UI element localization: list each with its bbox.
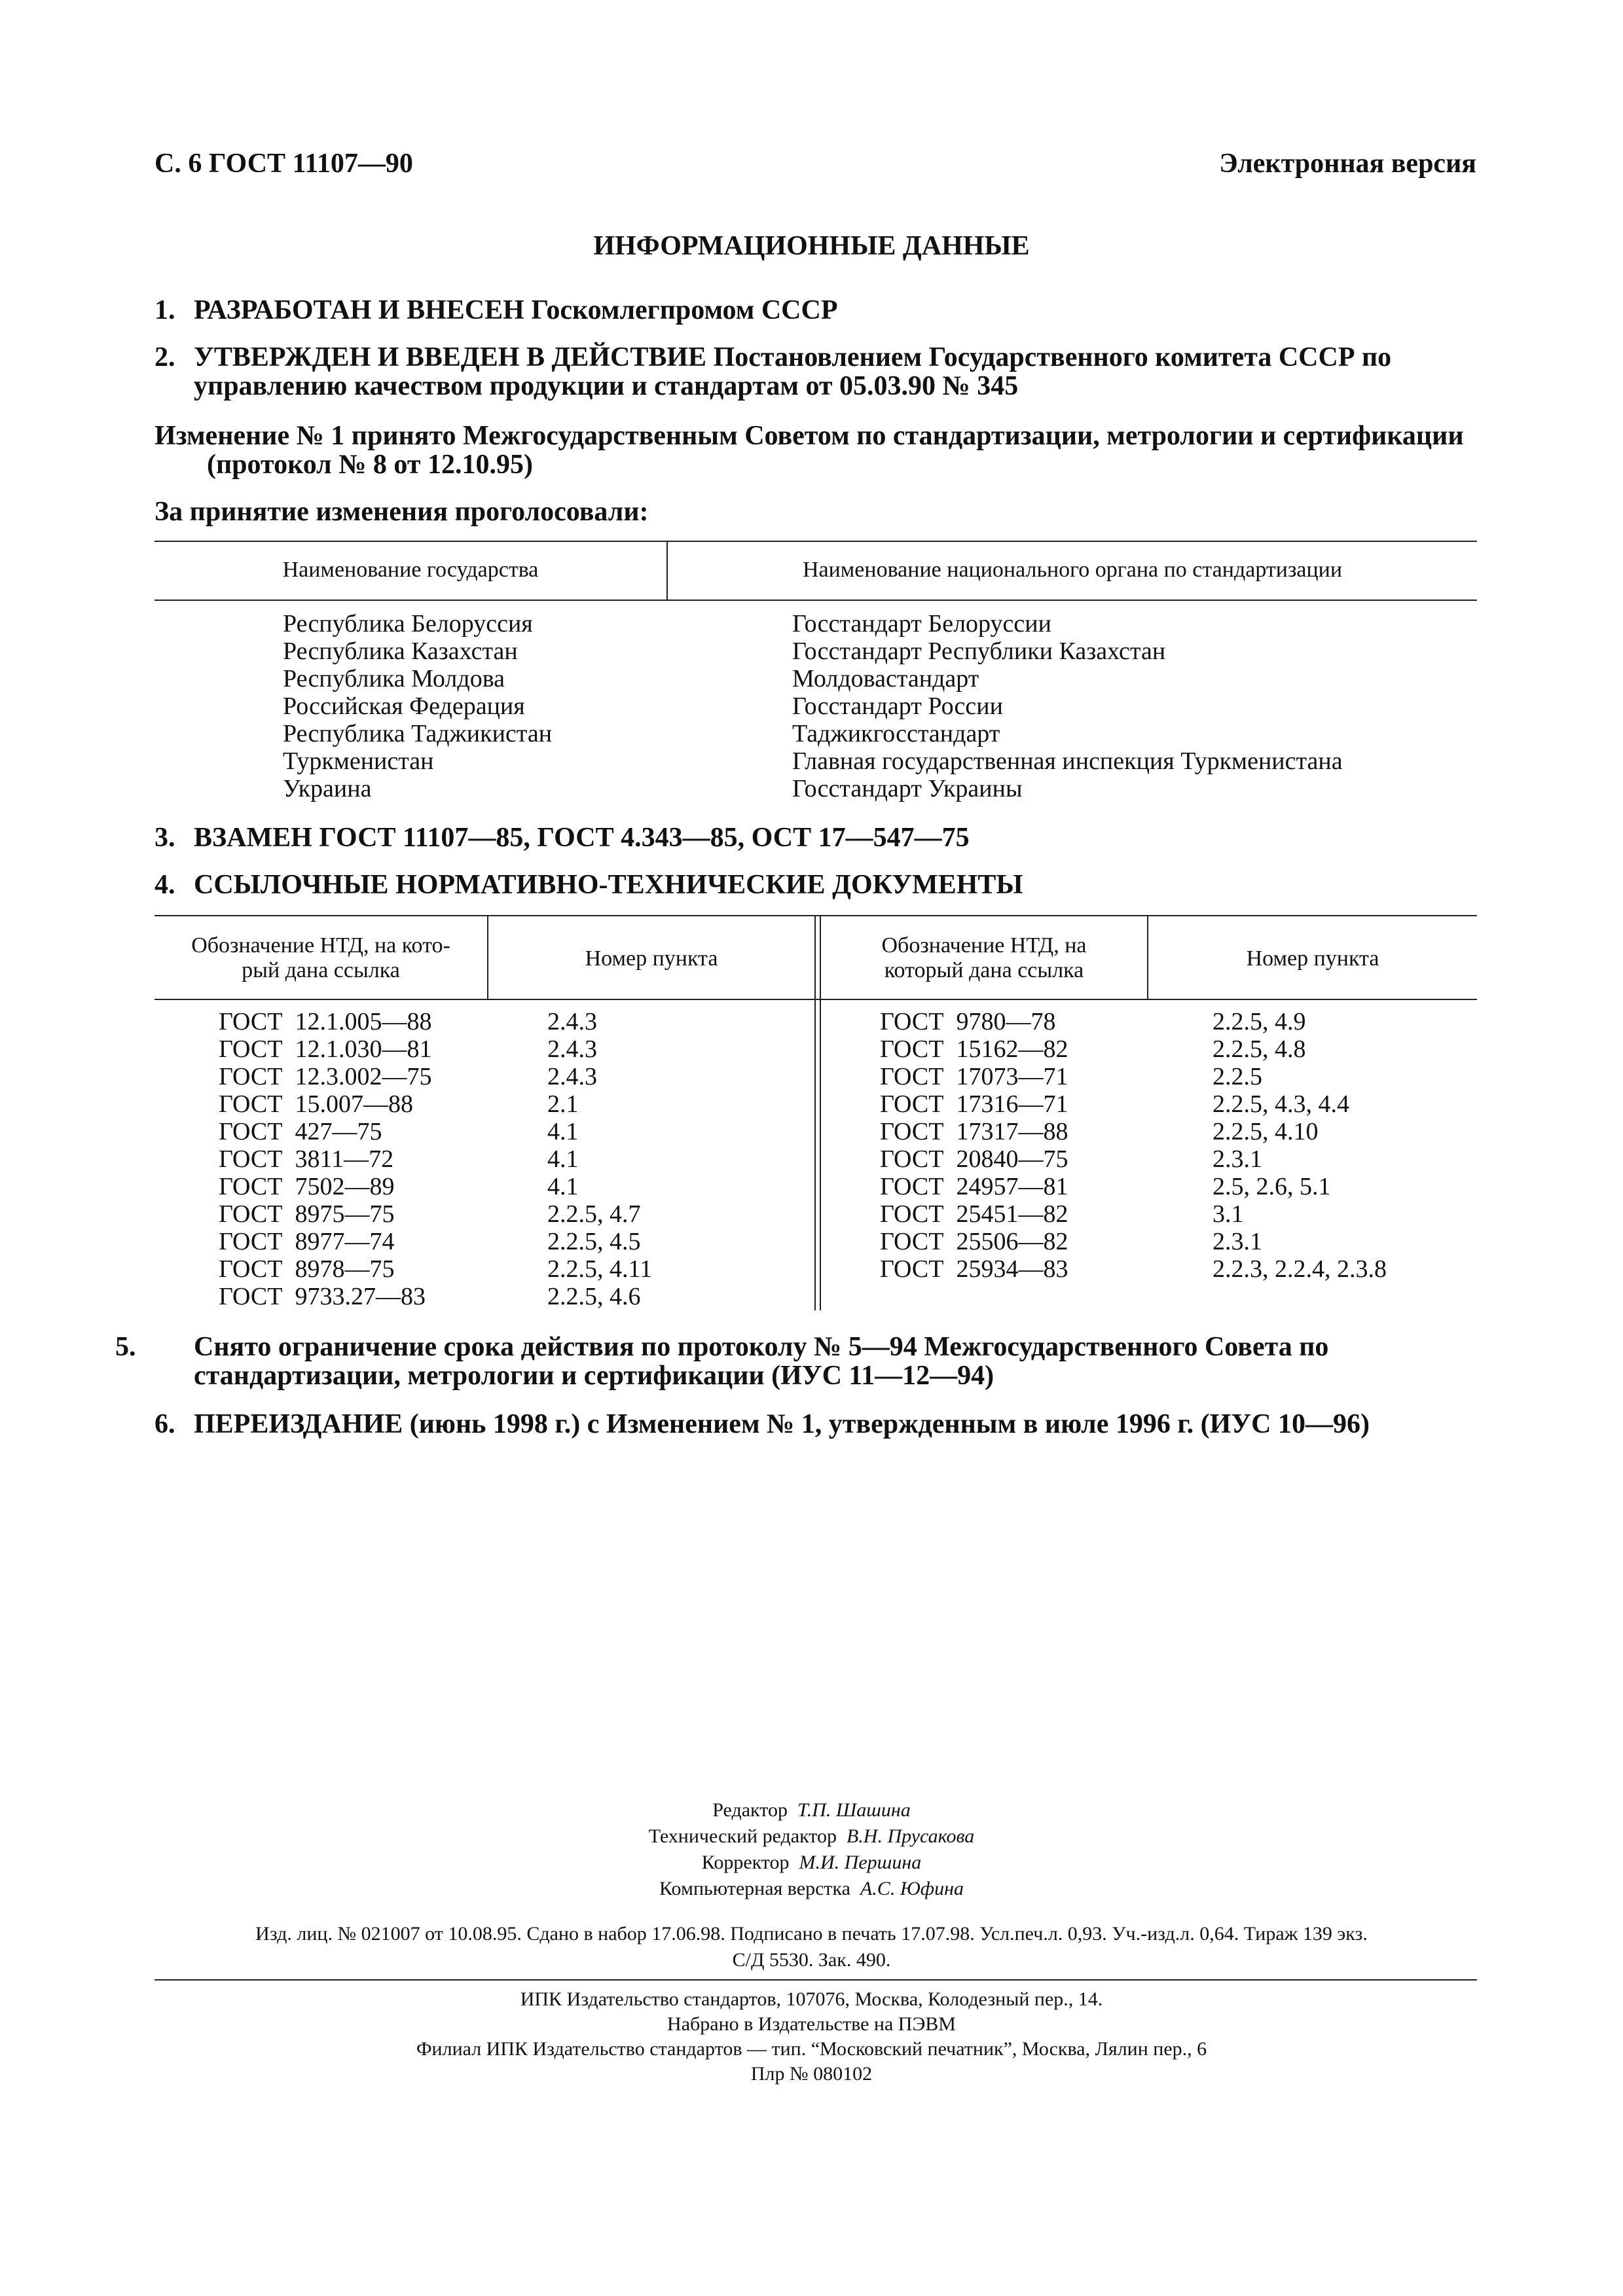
ref-item: 2.2.5, 4.7: [547, 1200, 641, 1228]
ref-item: 2.2.3, 2.2.4, 2.3.8: [1213, 1255, 1387, 1283]
credit-tech-editor: Технический редактор В.Н. Прусакова: [648, 1825, 975, 1847]
organ-row: Госстандарт Украины: [792, 775, 1023, 802]
ref-doc: ГОСТ 17316—71: [880, 1090, 1068, 1118]
organ-row: Молдовастандарт: [792, 665, 979, 692]
ref-doc: ГОСТ 427—75: [219, 1118, 382, 1145]
ref-item: 2.3.1: [1213, 1228, 1262, 1255]
states-list: [283, 610, 552, 802]
imprint-line-3: ИПК Издательство стандартов, 107076, Москва, Колодезный пер., 14.: [520, 1988, 1103, 2010]
refs-header-doc-right: Обозначение НТД, на который дана ссылка: [881, 933, 1087, 982]
credit-editor: Редактор Т.П. Шашина: [712, 1799, 911, 1821]
voted-label: За принятие изменения проголосовали:: [155, 497, 649, 527]
ref-doc: ГОСТ 20840—75: [880, 1145, 1068, 1173]
credit-corrector: Корректор М.И. Першина: [701, 1852, 922, 1873]
refs-right-docs: [880, 1008, 1068, 1283]
page-title: ИНФОРМАЦИОННЫЕ ДАННЫЕ: [593, 231, 1030, 261]
organ-row: Главная государственная инспекция Туркменистана: [792, 747, 1343, 775]
item-2: 2. УТВЕРЖДЕН И ВВЕДЕН В ДЕЙСТВИЕ Постановлением Государственного комитета СССР по управлению качеством продукции и стандартам от 05.03.90 № 345: [155, 342, 1392, 401]
ref-doc: ГОСТ 8977—74: [219, 1228, 395, 1255]
ref-doc: ГОСТ 12.3.002—75: [219, 1063, 432, 1090]
state-row: Республика Таджикистан: [283, 720, 553, 747]
imprint-line-2: С/Д 5530. Зак. 490.: [732, 1949, 891, 1971]
organ-row: Госстандарт Белоруссии: [792, 610, 1051, 637]
credits: [0, 1797, 1623, 1902]
state-row: Туркменистан: [283, 747, 434, 775]
item-6: 6. ПЕРЕИЗДАНИЕ (июнь 1998 г.) с Изменением № 1, утвержденным в июле 1996 г. (ИУС 10—96): [155, 1409, 1370, 1439]
refs-left-docs: [219, 1008, 432, 1310]
imprint-line-4: Набрано в Издательстве на ПЭВМ: [667, 2013, 956, 2035]
states-header-organ: Наименование национального органа по стандартизации: [802, 558, 1343, 582]
organ-row: Таджикгосстандарт: [792, 720, 1000, 747]
refs-header-item-right: Номер пункта: [1246, 946, 1379, 971]
ref-item: 2.2.5, 4.5: [547, 1228, 641, 1255]
ref-doc: ГОСТ 12.1.005—88: [219, 1008, 432, 1035]
organ-row: Госстандарт России: [792, 692, 1003, 720]
ref-doc: ГОСТ 25451—82: [880, 1200, 1068, 1228]
imprint-line-5: Филиал ИПК Издательство стандартов — тип. “Московский печатник”, Москва, Лялин пер., 6: [416, 2038, 1207, 2060]
ref-item: 2.2.5: [1213, 1063, 1262, 1090]
page-header-right: Электронная версия: [1219, 149, 1476, 179]
credit-layout: Компьютерная верстка А.С. Юфина: [659, 1878, 964, 1899]
imprint-line-6: Плр № 080102: [750, 2063, 873, 2085]
ref-item: 2.2.5, 4.10: [1213, 1118, 1319, 1145]
ref-item: 4.1: [547, 1145, 579, 1173]
refs-header-item-left: Номер пункта: [585, 946, 718, 971]
ref-item: 3.1: [1213, 1200, 1244, 1228]
imprint-line-1: Изд. лиц. № 021007 от 10.08.95. Сдано в набор 17.06.98. Подписано в печать 17.07.98. Усл.печ.л. 0,93. Уч.-изд.л. 0,64. Тираж 139 экз.: [255, 1923, 1368, 1945]
ref-item: 2.2.5, 4.8: [1213, 1035, 1306, 1063]
imprint-divider: [155, 1979, 1477, 1981]
ref-doc: ГОСТ 7502—89: [219, 1173, 395, 1200]
refs-right-items: [1213, 1008, 1387, 1283]
organs-list: [792, 610, 1343, 802]
ref-item: 2.2.5, 4.9: [1213, 1008, 1306, 1035]
item-4: 4. ССЫЛОЧНЫЕ НОРМАТИВНО-ТЕХНИЧЕСКИЕ ДОКУМЕНТЫ: [155, 870, 1023, 900]
states-header-state: Наименование государства: [282, 558, 539, 582]
ref-doc: ГОСТ 17317—88: [880, 1118, 1068, 1145]
ref-item: 2.3.1: [1213, 1145, 1262, 1173]
state-row: Республика Молдова: [283, 665, 505, 692]
ref-doc: ГОСТ 8975—75: [219, 1200, 395, 1228]
ref-item: 2.2.5, 4.3, 4.4: [1213, 1090, 1349, 1118]
ref-doc: ГОСТ 24957—81: [880, 1173, 1068, 1200]
state-row: Украина: [283, 775, 372, 802]
ref-item: 2.4.3: [547, 1008, 597, 1035]
state-row: Республика Казахстан: [283, 637, 518, 665]
ref-item: 4.1: [547, 1173, 579, 1200]
ref-item: 2.4.3: [547, 1063, 597, 1090]
ref-item: 2.2.5, 4.11: [547, 1255, 653, 1283]
ref-doc: ГОСТ 3811—72: [219, 1145, 394, 1173]
ref-doc: ГОСТ 12.1.030—81: [219, 1035, 432, 1063]
ref-doc: ГОСТ 25506—82: [880, 1228, 1068, 1255]
page-header-left: С. 6 ГОСТ 11107—90: [155, 149, 413, 179]
ref-item: 2.2.5, 4.6: [547, 1283, 641, 1310]
ref-item: 2.5, 2.6, 5.1: [1213, 1173, 1331, 1200]
ref-doc: ГОСТ 9733.27—83: [219, 1283, 426, 1310]
ref-doc: ГОСТ 17073—71: [880, 1063, 1068, 1090]
change-note: Изменение № 1 принято Межгосударственным Советом по стандартизации, метрологии и сертификации (протокол № 8 от 12.10.95): [155, 421, 1464, 480]
item-3: 3. ВЗАМЕН ГОСТ 11107—85, ГОСТ 4.343—85, ОСТ 17—547—75: [155, 823, 970, 853]
ref-item: 2.1: [547, 1090, 579, 1118]
ref-doc: ГОСТ 25934—83: [880, 1255, 1068, 1283]
ref-doc: ГОСТ 8978—75: [219, 1255, 395, 1283]
state-row: Республика Белоруссия: [283, 610, 533, 637]
ref-doc: ГОСТ 15162—82: [880, 1035, 1068, 1063]
ref-item: 4.1: [547, 1118, 579, 1145]
state-row: Российская Федерация: [283, 692, 525, 720]
ref-doc: ГОСТ 9780—78: [880, 1008, 1056, 1035]
ref-doc: ГОСТ 15.007—88: [219, 1090, 413, 1118]
refs-header-doc-left: Обозначение НТД, на кото- рый дана ссылка: [191, 933, 450, 982]
organ-row: Госстандарт Республики Казахстан: [792, 637, 1166, 665]
item-5: 5. Снято ограничение срока действия по протоколу № 5—94 Межгосударственного Совета по стандартизации, метрологии и сертификации (ИУС 11—12—94): [115, 1332, 1329, 1391]
ref-item: 2.4.3: [547, 1035, 597, 1063]
refs-left-items: [547, 1008, 652, 1310]
item-1: 1. РАЗРАБОТАН И ВНЕСЕН Госкомлегпромом СССР: [155, 295, 838, 325]
